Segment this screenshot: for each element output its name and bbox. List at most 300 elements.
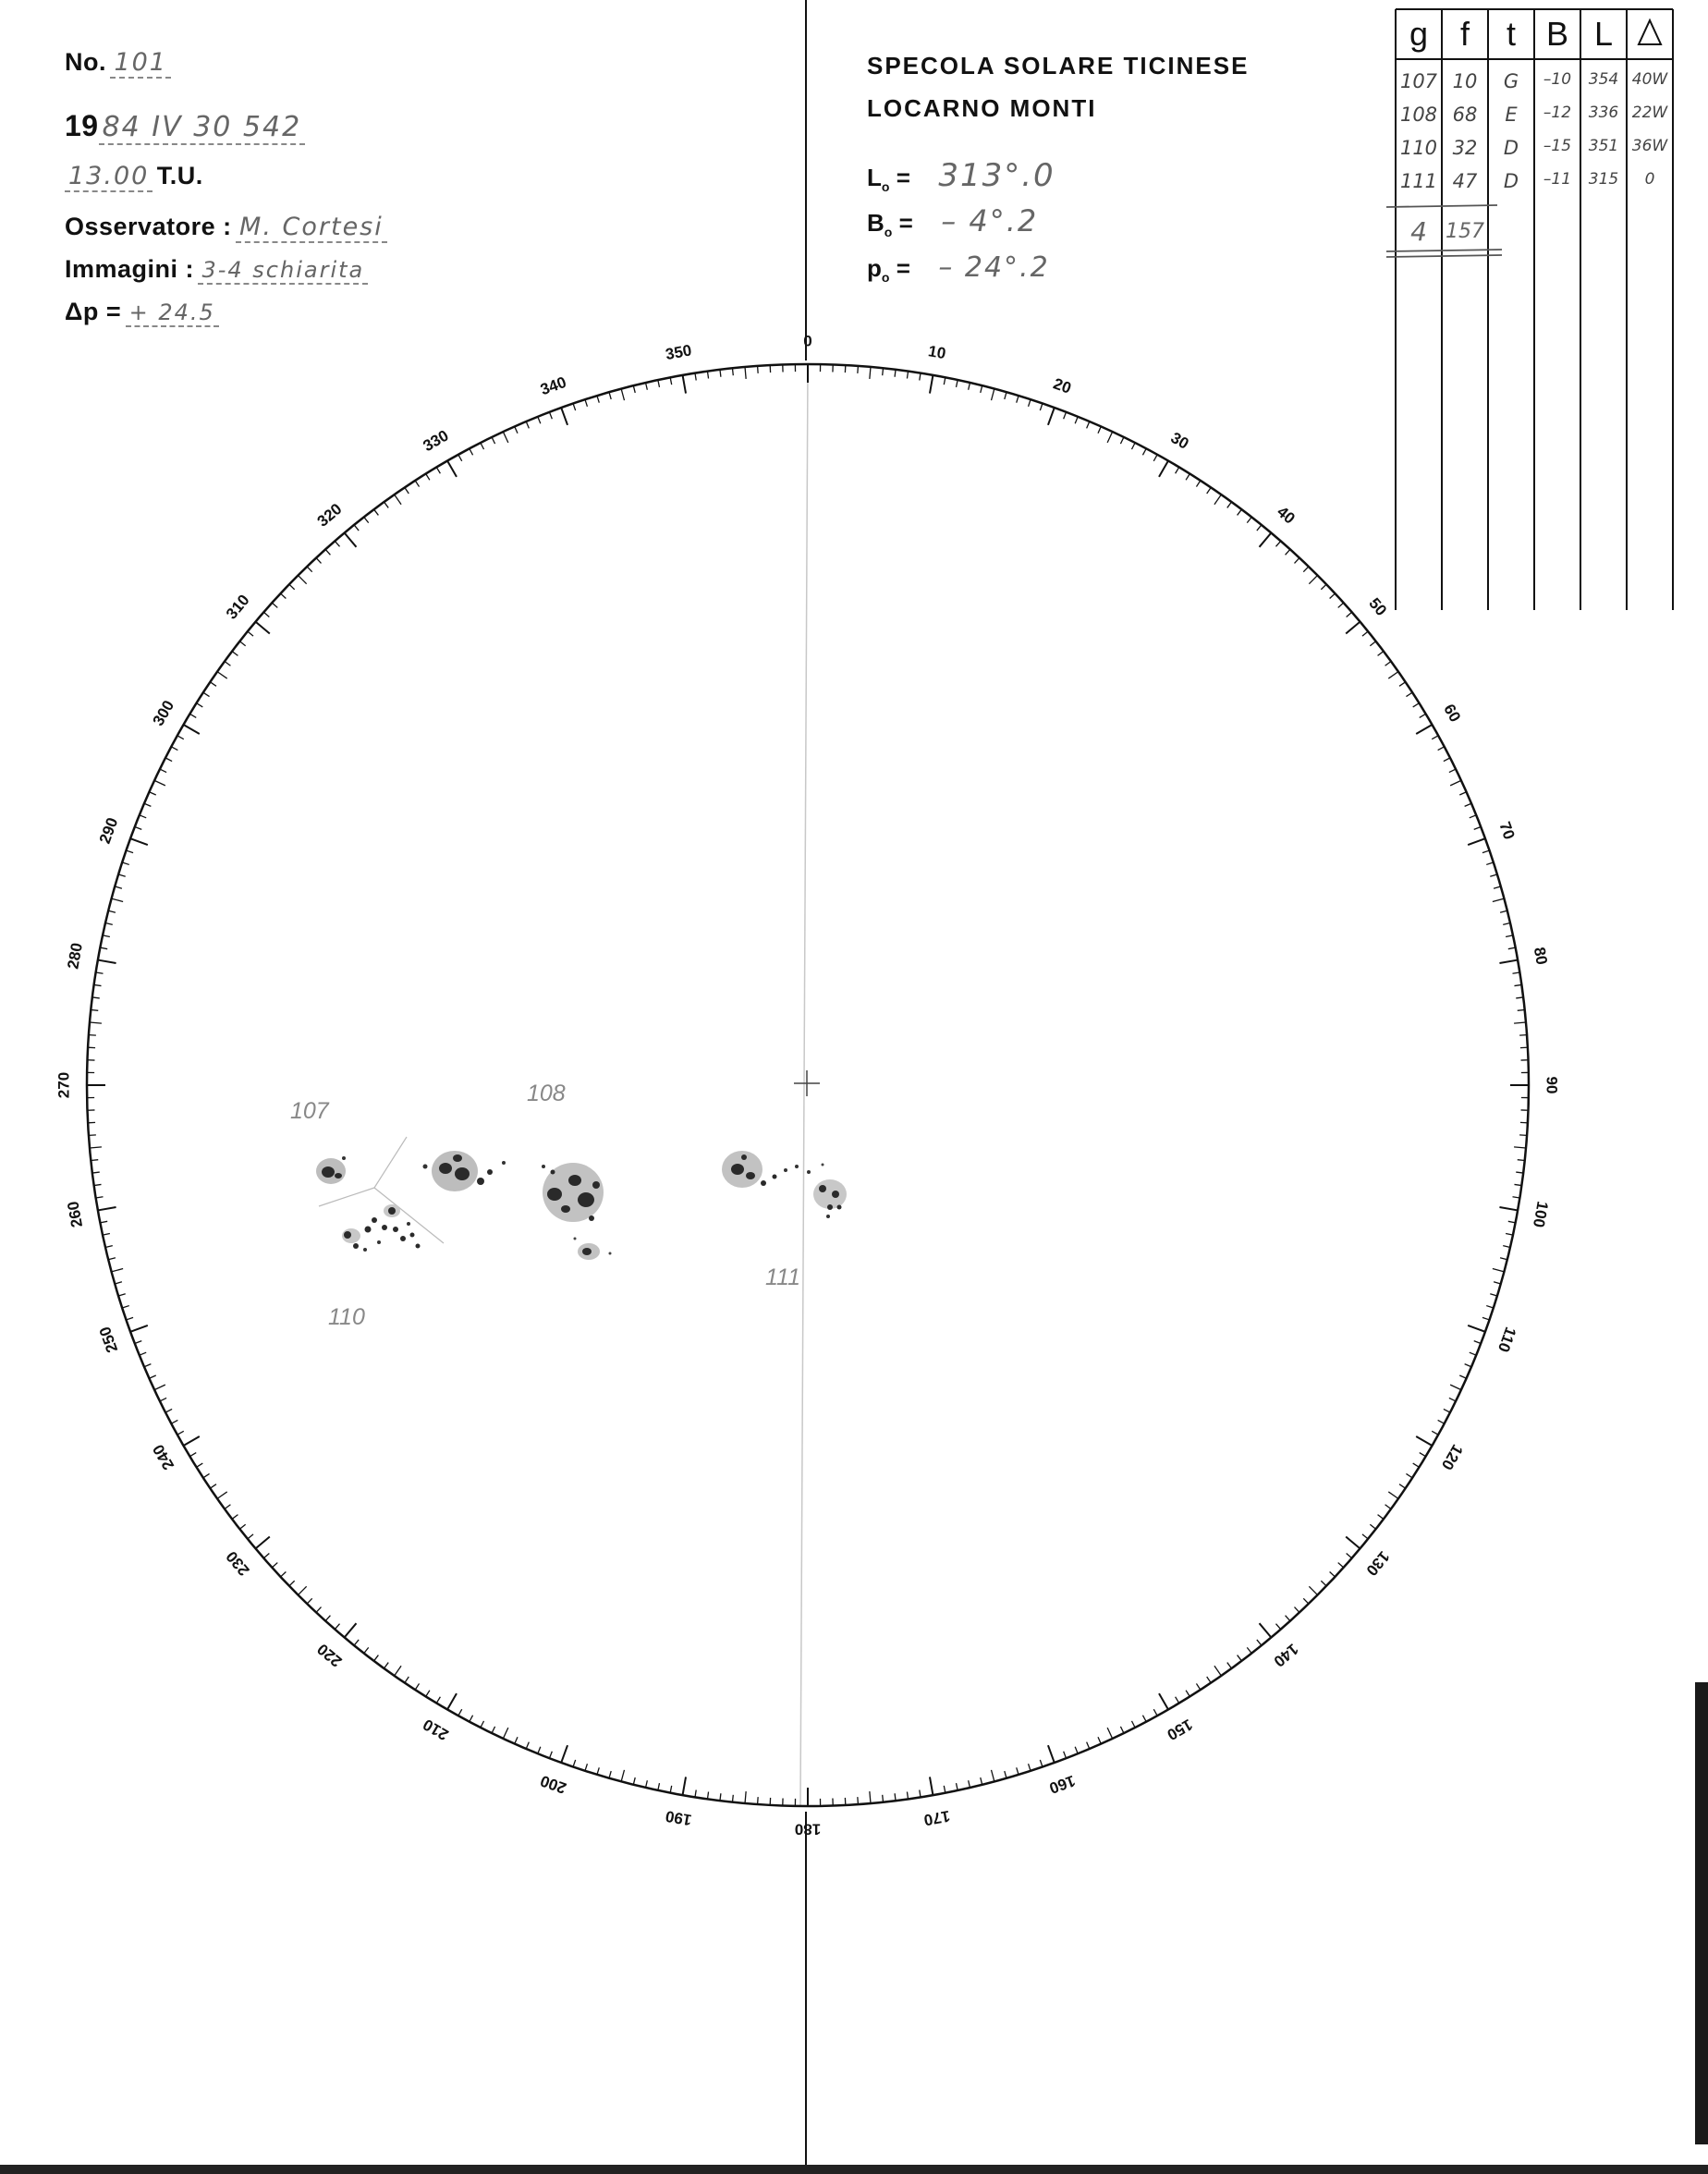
degree-tick <box>1474 1341 1481 1344</box>
degree-tick <box>597 1767 599 1775</box>
degree-tick <box>621 1770 624 1782</box>
degree-tick <box>758 1797 759 1804</box>
degree-tick <box>549 1752 552 1758</box>
degree-label: 140 <box>1270 1640 1302 1671</box>
degree-tick <box>94 1184 102 1185</box>
degree-tick <box>992 389 994 401</box>
degree-tick <box>1420 714 1426 717</box>
degree-label: 160 <box>1046 1771 1078 1798</box>
degree-tick <box>1449 769 1456 773</box>
degree-tick <box>1196 481 1200 487</box>
degree-tick <box>907 1791 908 1799</box>
degree-tick <box>1142 448 1146 455</box>
scan-bottom-edge <box>0 2165 1708 2174</box>
degree-tick <box>112 898 124 901</box>
degree-tick <box>1490 1294 1497 1296</box>
param-l0-value: 313°.0 <box>938 157 1055 194</box>
degree-label: 190 <box>664 1806 693 1829</box>
degree-tick <box>1494 1282 1501 1284</box>
degree-tick <box>98 960 116 963</box>
degree-tick <box>122 862 129 864</box>
degree-tick <box>217 672 227 678</box>
degree-label: 10 <box>926 342 947 363</box>
degree-tick <box>118 1294 126 1296</box>
degree-tick <box>1370 1524 1375 1529</box>
degree-tick <box>1247 517 1251 522</box>
table-row <box>1396 166 1673 200</box>
degree-tick <box>364 1647 369 1653</box>
degree-tick <box>573 1760 576 1767</box>
degree-label: 170 <box>922 1806 952 1829</box>
degree-tick <box>858 1797 859 1804</box>
degree-tick <box>597 396 599 403</box>
degree-tick <box>870 367 871 379</box>
degree-tick <box>1486 862 1494 864</box>
degree-tick <box>1470 815 1476 818</box>
degree-label: 300 <box>149 697 178 729</box>
degree-tick <box>1500 1258 1507 1260</box>
degree-tick <box>1470 1352 1476 1355</box>
degree-tick <box>316 558 321 564</box>
degree-tick <box>1238 1655 1242 1661</box>
images-label: Immagini : <box>65 255 195 283</box>
degree-tick <box>405 1677 409 1683</box>
degree-tick <box>895 1793 896 1801</box>
degree-tick <box>1207 487 1211 494</box>
degree-tick <box>1500 910 1507 912</box>
degree-tick <box>263 612 269 617</box>
degree-tick <box>1516 1172 1523 1173</box>
degree-tick <box>1459 792 1466 795</box>
degree-tick <box>395 495 401 505</box>
degree-tick <box>1040 1760 1043 1767</box>
degree-tick <box>745 1791 746 1803</box>
degree-label: 110 <box>1494 1325 1520 1355</box>
param-b0-eq: = <box>898 209 913 237</box>
degree-tick <box>447 461 457 477</box>
degree-label: 350 <box>664 341 693 364</box>
degree-tick <box>91 1160 98 1161</box>
degree-tick <box>1370 641 1375 646</box>
degree-tick <box>135 1341 141 1344</box>
degree-label: 70 <box>1495 819 1519 842</box>
table-cell: 22W <box>1631 104 1668 122</box>
degree-tick <box>470 1716 473 1722</box>
degree-tick <box>883 368 884 375</box>
degree-tick <box>1040 404 1043 411</box>
degree-tick <box>177 736 184 739</box>
param-b0-value: – 4°.2 <box>941 203 1039 238</box>
degree-label: 60 <box>1440 701 1465 726</box>
degree-tick <box>415 1683 419 1690</box>
degree-tick <box>758 366 759 373</box>
degree-tick <box>1482 850 1490 853</box>
degree-tick <box>585 399 587 407</box>
table-cell: 107 <box>1399 70 1438 92</box>
degree-tick <box>1309 1586 1317 1594</box>
degree-tick <box>515 1737 518 1743</box>
degree-label: 200 <box>538 1771 569 1798</box>
degree-label: 240 <box>149 1441 178 1473</box>
degree-tick <box>1459 1375 1466 1378</box>
degree-tick <box>1490 874 1497 876</box>
degree-tick <box>94 984 102 985</box>
degree-tick <box>1017 396 1019 403</box>
group-table-header <box>1396 11 1673 59</box>
degree-tick <box>683 375 686 394</box>
group-label-107: 107 <box>290 1098 329 1124</box>
group-label-110: 110 <box>328 1304 365 1330</box>
table-cell: 110 <box>1399 137 1438 159</box>
degree-tick <box>140 1352 146 1355</box>
degree-tick <box>1499 960 1518 963</box>
degree-tick <box>395 1666 401 1676</box>
degree-tick <box>225 662 230 666</box>
table-cell: 354 <box>1588 70 1619 89</box>
degree-tick <box>91 1009 98 1010</box>
table-row <box>1396 100 1673 133</box>
degree-tick <box>1385 662 1391 666</box>
col-header-delta <box>1627 15 1673 16</box>
group-table-totals <box>1396 216 1488 248</box>
degree-tick <box>981 385 982 393</box>
degree-tick <box>492 437 495 444</box>
degree-tick <box>108 1258 116 1260</box>
degree-tick <box>1286 1616 1290 1621</box>
degree-tick <box>154 780 165 785</box>
degree-tick <box>969 1780 970 1788</box>
degree-tick <box>92 997 100 998</box>
degree-tick <box>992 1770 994 1782</box>
degree-label: 40 <box>1274 502 1299 528</box>
degree-label: 250 <box>95 1324 122 1355</box>
degree-tick <box>1029 1764 1031 1771</box>
degree-tick <box>345 1623 357 1637</box>
total-spots: 157 <box>1446 220 1484 243</box>
degree-tick <box>232 652 238 656</box>
degree-tick <box>1516 997 1523 998</box>
degree-tick <box>720 1793 721 1801</box>
degree-tick <box>1438 1420 1445 1423</box>
degree-tick <box>1087 421 1090 428</box>
degree-tick <box>96 972 104 973</box>
degree-tick <box>1362 1534 1368 1539</box>
degree-tick <box>561 408 567 425</box>
degree-tick <box>122 1306 129 1308</box>
degree-tick <box>345 532 357 546</box>
degree-tick <box>436 1697 440 1704</box>
degree-tick <box>384 1663 389 1668</box>
degree-tick <box>883 1795 884 1802</box>
degree-tick <box>720 370 721 377</box>
degree-tick <box>707 372 708 379</box>
degree-tick <box>1064 412 1067 419</box>
degree-tick <box>981 1777 982 1785</box>
degree-tick <box>1503 923 1510 925</box>
degree-tick <box>1378 652 1384 656</box>
table-cell: 68 <box>1452 104 1478 126</box>
degree-tick <box>1176 467 1179 473</box>
degree-tick <box>364 517 369 522</box>
degree-tick <box>1260 1623 1272 1637</box>
degree-tick <box>210 1484 216 1488</box>
degree-tick <box>1347 612 1352 617</box>
degree-tick <box>405 487 409 494</box>
degree-tick <box>1450 1385 1461 1389</box>
degree-tick <box>100 947 107 949</box>
degree-tick <box>98 1207 116 1210</box>
degree-tick <box>1275 1624 1280 1630</box>
param-p0-symbol: p <box>867 254 882 282</box>
observatory-location: LOCARNO MONTI <box>867 94 1097 122</box>
degree-label: 310 <box>222 591 253 623</box>
degree-tick <box>1286 549 1290 555</box>
degree-tick <box>646 1780 648 1788</box>
degree-tick <box>870 1791 871 1803</box>
degree-tick <box>707 1791 708 1799</box>
degree-tick <box>1120 437 1124 444</box>
degree-tick <box>1508 947 1516 949</box>
degree-tick <box>103 1234 110 1236</box>
degree-tick <box>307 567 312 572</box>
degree-tick <box>1153 1709 1157 1716</box>
degree-tick <box>135 826 141 829</box>
degree-tick <box>289 1581 295 1586</box>
degree-tick <box>354 525 359 531</box>
degree-tick <box>1303 567 1309 572</box>
degree-tick <box>1347 1553 1352 1557</box>
degree-tick <box>225 1505 230 1509</box>
degree-tick <box>1227 502 1232 507</box>
param-l0-eq: = <box>896 164 910 191</box>
degree-label: 280 <box>64 941 87 971</box>
degree-tick <box>1416 725 1432 734</box>
degree-tick <box>1064 1752 1067 1758</box>
degree-scale-labels <box>55 332 1560 1838</box>
degree-tick <box>503 1728 507 1739</box>
degree-tick <box>105 1246 113 1248</box>
degree-tick <box>426 474 430 481</box>
degree-tick <box>1514 1147 1526 1148</box>
no-value: 101 <box>110 48 171 79</box>
degree-tick <box>1295 558 1299 564</box>
param-p0-eq: = <box>896 254 910 282</box>
degree-label: 180 <box>794 1820 822 1838</box>
degree-tick <box>1303 1598 1309 1604</box>
param-p0-value: – 24°.2 <box>938 251 1050 284</box>
degree-tick <box>189 1453 196 1457</box>
degree-tick <box>1131 1721 1135 1728</box>
col-header-t: t <box>1506 15 1516 53</box>
degree-tick <box>646 383 648 390</box>
table-cell: 336 <box>1588 104 1619 122</box>
degree-tick <box>184 725 200 734</box>
degree-tick <box>895 370 896 377</box>
degree-tick <box>1321 1581 1326 1586</box>
degree-tick <box>1017 1767 1019 1775</box>
degree-tick <box>1406 1473 1412 1477</box>
degree-tick <box>144 803 151 806</box>
degree-tick <box>239 1524 245 1529</box>
degree-tick <box>481 1721 484 1728</box>
degree-tick <box>1075 417 1078 423</box>
degree-tick <box>255 1537 269 1549</box>
degree-tick <box>1465 803 1471 806</box>
degree-label: 0 <box>803 332 812 350</box>
degree-tick <box>1493 898 1505 901</box>
degree-tick <box>103 935 110 937</box>
degree-label: 20 <box>1051 374 1074 397</box>
table-cell: 108 <box>1399 104 1438 126</box>
degree-tick <box>197 1463 203 1467</box>
delta-p-label: Δp = <box>65 298 122 325</box>
degree-tick <box>1444 1409 1450 1412</box>
degree-label: 210 <box>420 1715 452 1744</box>
sunspot-group-107 <box>316 1137 444 1243</box>
degree-tick <box>112 1269 124 1272</box>
degree-tick <box>1406 692 1412 696</box>
param-l0-symbol: L <box>867 164 882 191</box>
degree-tick <box>538 1747 541 1753</box>
degree-tick <box>354 1640 359 1645</box>
sunspot-group-108 <box>423 1151 612 1260</box>
degree-tick <box>298 575 306 583</box>
degree-tick <box>1153 455 1157 461</box>
degree-tick <box>1227 1663 1232 1668</box>
degree-tick <box>683 1777 686 1795</box>
disk-center-cross <box>794 1070 820 1096</box>
degree-label: 290 <box>95 815 122 847</box>
degree-tick <box>1420 1453 1426 1457</box>
degree-tick <box>1413 1463 1420 1467</box>
degree-tick <box>1449 1398 1456 1401</box>
degree-tick <box>100 1221 107 1223</box>
degree-tick <box>1399 682 1406 686</box>
table-cell: 0 <box>1644 170 1655 189</box>
degree-tick <box>1087 1742 1090 1749</box>
degree-label: 150 <box>1164 1715 1196 1744</box>
degree-label: 330 <box>420 426 452 456</box>
observatory-name: SPECOLA SOLARE TICINESE <box>867 52 1250 79</box>
degree-label: 270 <box>55 1071 73 1099</box>
delta-p-value: + 24.5 <box>126 299 219 327</box>
degree-tick <box>930 1777 933 1795</box>
table-cell: 351 <box>1588 137 1619 155</box>
col-header-b: B <box>1545 15 1568 53</box>
degree-tick <box>316 1607 321 1613</box>
degree-tick <box>492 1727 495 1733</box>
degree-tick <box>458 455 462 461</box>
degree-tick <box>1385 1505 1391 1509</box>
degree-tick <box>374 509 379 515</box>
degree-tick <box>695 373 696 381</box>
degree-tick <box>745 367 746 379</box>
degree-tick <box>149 1375 155 1378</box>
degree-tick <box>127 1317 134 1320</box>
degree-label: 100 <box>1529 1200 1552 1229</box>
degree-tick <box>1388 672 1398 678</box>
degree-tick <box>920 1790 921 1798</box>
degree-tick <box>1494 886 1501 888</box>
degree-tick <box>426 1691 430 1697</box>
degree-tick <box>1362 631 1368 636</box>
degree-tick <box>732 1795 733 1802</box>
degree-tick <box>1503 1246 1510 1248</box>
param-b0-symbol: B <box>867 209 884 237</box>
degree-tick <box>203 692 210 696</box>
total-groups: 4 <box>1410 216 1427 247</box>
col-header-f: f <box>1459 15 1470 53</box>
degree-tick <box>1465 1364 1471 1367</box>
table-cell: D <box>1503 137 1519 159</box>
degree-tick <box>633 385 635 393</box>
table-cell: G <box>1503 70 1519 92</box>
degree-tick <box>325 549 330 555</box>
degree-tick <box>1518 1009 1525 1010</box>
degree-tick <box>1486 1306 1494 1308</box>
degree-tick <box>248 631 253 636</box>
degree-tick <box>1450 780 1461 785</box>
degree-tick <box>1238 509 1242 515</box>
degree-label: 80 <box>1530 946 1551 967</box>
no-label: No. <box>65 48 106 76</box>
degree-tick <box>436 467 440 473</box>
images-value: 3-4 schiarita <box>198 257 368 285</box>
degree-tick <box>621 389 624 401</box>
degree-tick <box>1330 1572 1336 1577</box>
degree-tick <box>197 703 203 707</box>
group-label-111: 111 <box>765 1264 801 1290</box>
degree-tick <box>1338 1563 1344 1568</box>
degree-tick <box>561 1745 567 1763</box>
degree-label: 90 <box>1543 1076 1561 1094</box>
degree-tick <box>165 1409 172 1412</box>
degree-tick <box>171 747 177 751</box>
degree-tick <box>1518 1160 1525 1161</box>
degree-tick <box>1432 1431 1438 1435</box>
degree-tick <box>1468 838 1485 845</box>
degree-tick <box>1519 1035 1527 1036</box>
degree-tick <box>307 1598 312 1604</box>
table-cell: 47 <box>1452 170 1478 192</box>
degree-tick <box>1508 1221 1516 1223</box>
degree-tick <box>1346 1537 1360 1549</box>
degree-tick <box>858 366 859 373</box>
table-cell: 36W <box>1631 137 1668 155</box>
degree-tick <box>130 1325 148 1332</box>
degree-tick <box>957 1783 958 1790</box>
degree-tick <box>144 1364 151 1367</box>
time-suffix: T.U. <box>156 162 203 189</box>
degree-tick <box>470 448 473 455</box>
degree-tick <box>415 481 419 487</box>
degree-tick <box>944 377 946 385</box>
degree-tick <box>239 641 245 646</box>
degree-tick <box>160 1398 166 1401</box>
degree-tick <box>1338 603 1344 607</box>
degree-tick <box>325 1616 330 1621</box>
degree-tick <box>907 372 908 379</box>
degree-tick <box>384 502 389 507</box>
degree-tick <box>695 1790 696 1798</box>
degree-tick <box>515 426 518 433</box>
degree-tick <box>1388 1492 1398 1498</box>
degree-tick <box>1399 1484 1406 1488</box>
degree-tick <box>149 792 155 795</box>
degree-tick <box>118 874 126 876</box>
table-cell: –11 <box>1543 170 1572 189</box>
degree-tick <box>165 758 172 762</box>
